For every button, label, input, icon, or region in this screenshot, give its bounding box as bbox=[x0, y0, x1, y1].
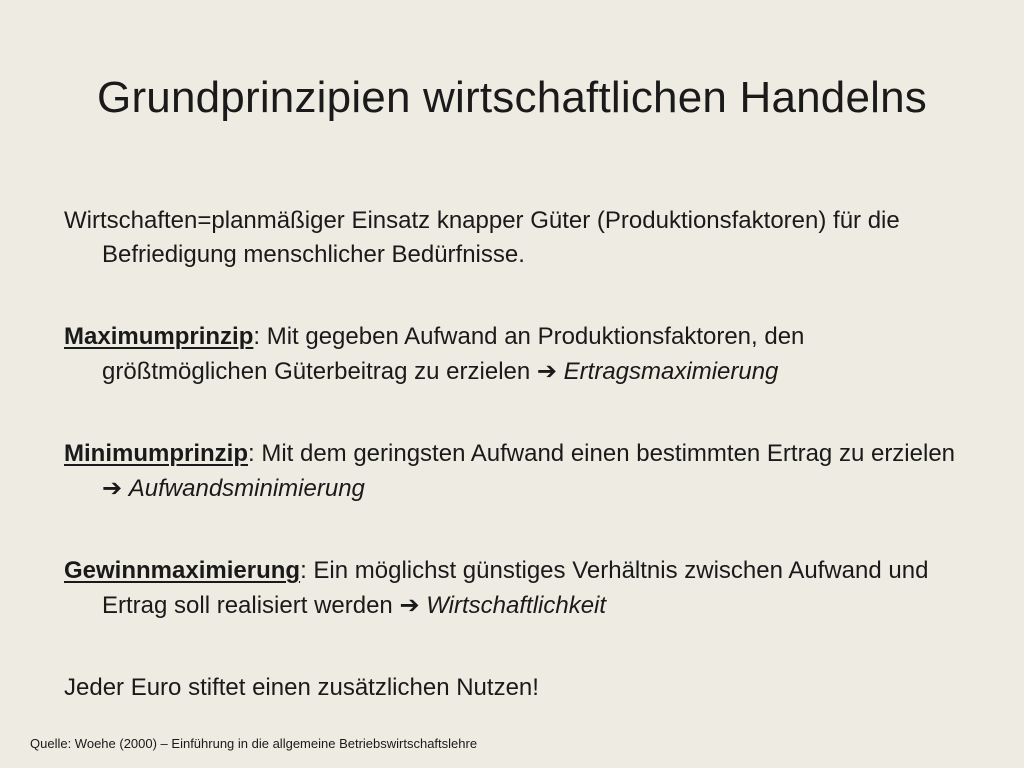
minimum-principle-result: Aufwandsminimierung bbox=[128, 475, 365, 502]
definition-paragraph: Wirtschaften=planmäßiger Einsatz knapper Güter (Produktionsfaktoren) für die Befriedigung menschlicher Bedürfnisse. bbox=[64, 207, 900, 268]
minimum-principle-term: Minimumprinzip bbox=[64, 440, 248, 467]
maximum-principle-text: : Mit gegeben Aufwand an Produktionsfaktoren, den größtmöglichen Güterbeitrag zu erzielen bbox=[102, 323, 805, 385]
arrow-right-icon: ➔ bbox=[399, 591, 420, 619]
arrow-right-icon: ➔ bbox=[102, 474, 123, 502]
maximum-principle-term: Maximumprinzip bbox=[64, 323, 254, 350]
maximum-principle-result: Ertragsmaximierung bbox=[563, 358, 779, 385]
slide-body bbox=[64, 204, 964, 705]
maximum-principle-paragraph bbox=[64, 320, 964, 389]
minimum-principle-text: : Mit dem geringsten Aufwand einen bestimmten Ertrag zu erzielen bbox=[247, 440, 956, 467]
slide-title: Grundprinzipien wirtschaftlichen Handelns bbox=[97, 73, 927, 122]
profit-maximization-paragraph bbox=[64, 554, 964, 623]
minimum-principle-paragraph bbox=[64, 437, 964, 506]
arrow-right-icon: ➔ bbox=[536, 357, 557, 385]
profit-maximization-result: Wirtschaftlichkeit bbox=[426, 592, 607, 619]
profit-maximization-term: Gewinnmaximierung bbox=[64, 557, 301, 584]
closing-paragraph: Jeder Euro stiftet einen zusätzlichen Nutzen! bbox=[64, 674, 539, 701]
source-citation: Quelle: Woehe (2000) – Einführung in die allgemeine Betriebswirtschaftslehre bbox=[30, 736, 478, 751]
profit-maximization-text: : Ein möglichst günstiges Verhältnis zwischen Aufwand und Ertrag soll realisiert werden bbox=[102, 557, 929, 619]
